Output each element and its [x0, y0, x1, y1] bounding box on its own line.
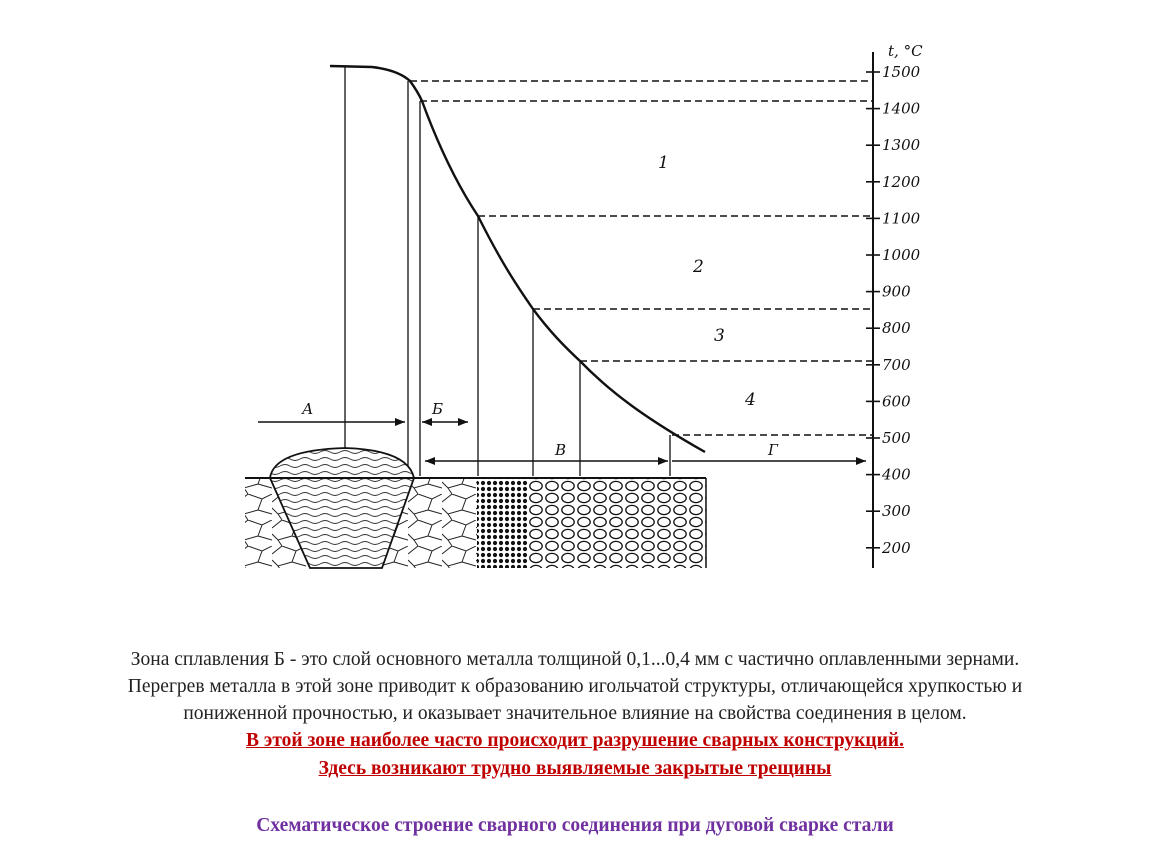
axis-tick-label: 500 — [882, 429, 911, 447]
axis-tick-label: 1200 — [882, 172, 921, 191]
region-label-g: Г — [768, 441, 778, 459]
axis-tick-label: 600 — [882, 392, 911, 411]
description-line-2: Перегрев металла в этой зоне приводит к образованию игольчатой структуры, отличающейся хрупкостью и — [127, 676, 1023, 697]
axis-tick-label: 200 — [882, 538, 911, 557]
region-label-v: В — [555, 441, 567, 459]
axis-tick-label: 300 — [882, 502, 911, 521]
zone-number-3: 3 — [714, 326, 725, 346]
axis-tick-label: 1300 — [882, 136, 921, 155]
region-label-b: Б — [432, 400, 444, 418]
warning-line-1: В этой зоне наиболее часто происходит разрушение сварных конструкций. — [246, 730, 904, 751]
axis-tick-label: 1400 — [882, 99, 921, 118]
weld-cross-section — [245, 448, 706, 568]
zone-number-1: 1 — [658, 153, 669, 173]
description-line-3: пониженной прочностью, и оказывает значительное влияние на свойства соединения в целом. — [183, 703, 967, 724]
figure-title: Схематическое строение сварного соединения при дуговой сварке стали — [256, 815, 894, 836]
axis-tick-label: 800 — [882, 319, 911, 338]
axis-tick-label: 900 — [882, 282, 911, 301]
axis-tick-label: 1100 — [882, 209, 921, 228]
temperature-curve — [330, 66, 705, 452]
axis-ticks — [866, 63, 921, 557]
zone-number-2: 2 — [693, 257, 704, 277]
region-label-a: А — [302, 400, 314, 418]
description-line-1: Зона сплавления Б - это слой основного металла толщиной 0,1...0,4 мм с частично оплавленными зернами. — [130, 649, 1020, 670]
axis-unit-label: t, °C — [888, 42, 923, 60]
warning-line-2: Здесь возникают трудно выявляемые закрытые трещины — [318, 758, 832, 779]
description-text — [0, 646, 1150, 783]
axis-tick-label: 1500 — [882, 63, 921, 81]
axis-tick-label: 400 — [882, 465, 911, 484]
zone-number-4: 4 — [745, 390, 756, 410]
temperature-axis — [873, 42, 923, 568]
isotherm-lines — [410, 81, 873, 435]
axis-tick-label: 1000 — [882, 246, 921, 264]
axis-tick-label: 700 — [882, 355, 911, 374]
